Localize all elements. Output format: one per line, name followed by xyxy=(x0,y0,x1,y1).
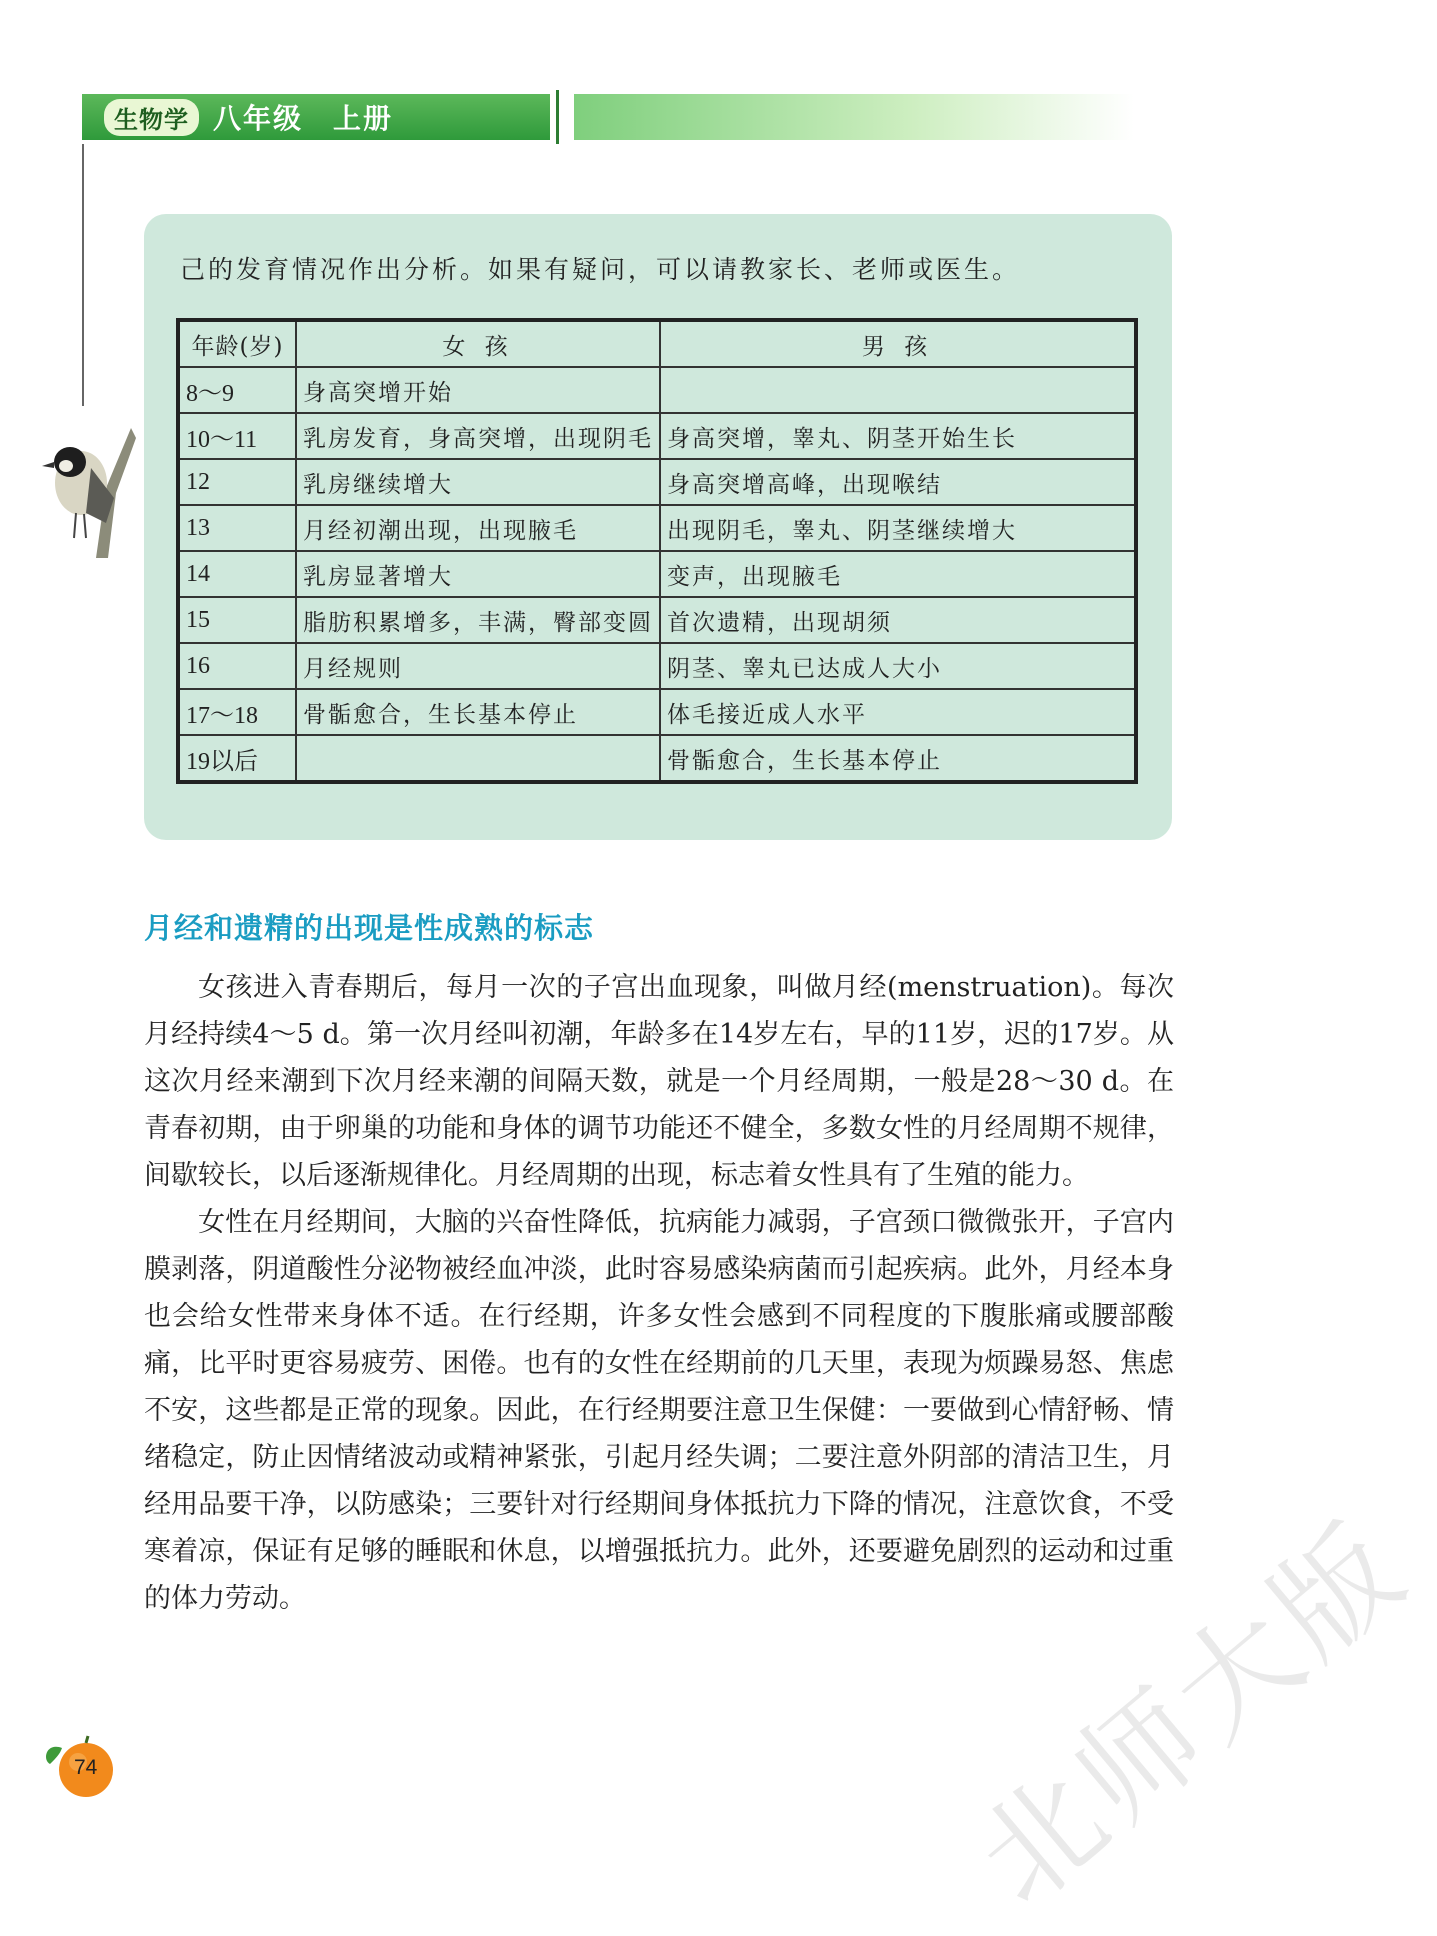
cell-girl: 脂肪积累增多，丰满，臀部变圆 xyxy=(296,597,660,643)
cell-boy: 出现阴毛，睾丸、阴茎继续增大 xyxy=(660,505,1136,551)
header-girl: 女 孩 xyxy=(296,320,660,367)
cell-boy: 骨骺愈合，生长基本停止 xyxy=(660,735,1136,782)
table-row xyxy=(178,505,1136,551)
cell-boy xyxy=(660,367,1136,413)
cell-boy: 首次遗精，出现胡须 xyxy=(660,597,1136,643)
cell-age: 15 xyxy=(178,597,296,643)
page-number: 74 xyxy=(74,1756,98,1779)
cell-girl: 月经初潮出现，出现腋毛 xyxy=(296,505,660,551)
table-header-row xyxy=(178,320,1136,367)
section-title: 月经和遗精的出现是性成熟的标志 xyxy=(144,911,595,945)
cell-girl: 乳房显著增大 xyxy=(296,551,660,597)
cell-age: 10～11 xyxy=(178,413,296,459)
development-table xyxy=(176,318,1138,784)
subject-label: 生物学 xyxy=(104,99,199,136)
cell-boy: 阴茎、睾丸已达成人大小 xyxy=(660,643,1136,689)
section-body xyxy=(144,964,1174,1622)
cell-boy: 体毛接近成人水平 xyxy=(660,689,1136,735)
cell-boy: 身高突增，睾丸、阴茎开始生长 xyxy=(660,413,1136,459)
header-boy: 男 孩 xyxy=(660,320,1136,367)
header-age: 年龄(岁) xyxy=(178,320,296,367)
cell-age: 13 xyxy=(178,505,296,551)
cell-boy: 身高突增高峰，出现喉结 xyxy=(660,459,1136,505)
margin-rule xyxy=(82,144,84,406)
cell-girl: 乳房发育，身高突增，出现阴毛 xyxy=(296,413,660,459)
cell-age: 19以后 xyxy=(178,735,296,782)
table-row xyxy=(178,367,1136,413)
table-row xyxy=(178,413,1136,459)
publisher-watermark: 北师大版 xyxy=(951,1496,1434,1932)
cell-girl: 身高突增开始 xyxy=(296,367,660,413)
table-row xyxy=(178,735,1136,782)
cell-age: 12 xyxy=(178,459,296,505)
cell-age: 14 xyxy=(178,551,296,597)
table-row xyxy=(178,689,1136,735)
paragraph: 女性在月经期间，大脑的兴奋性降低，抗病能力减弱，子宫颈口微微张开，子宫内膜剥落，阴道酸性分泌物被经血冲淡，此时容易感染病菌而引起疾病。此外，月经本身也会给女性带来身体不适。在行经期，许多女性会感到不同程度的下腹胀痛或腰部酸痛，比平时更容易疲劳、困倦。也有的女性在经期前的几天里，表现为烦躁易怒、焦虑不安，这些都是正常的现象。因此，在行经期要注意卫生保健：一要做到心情舒畅、情绪稳定，防止因情绪波动或精神紧张，引起月经失调；二要注意外阴部的清洁卫生，月经用品要干净，以防感染；三要针对行经期间身体抵抗力下降的情况，注意饮食，不受寒着凉，保证有足够的睡眠和休息，以增强抵抗力。此外，还要避免剧烈的运动和过重的体力劳动。 xyxy=(144,1207,1174,1614)
table-row xyxy=(178,459,1136,505)
header-divider xyxy=(556,90,559,144)
table-row xyxy=(178,643,1136,689)
paragraph: 女孩进入青春期后，每月一次的子宫出血现象，叫做月经(menstruation)。每次月经持续4～5 d。第一次月经叫初潮，年龄多在14岁左右，早的11岁，迟的17岁。从这次月经来潮到下次月经来潮的间隔天数，就是一个月经周期，一般是28～30 d。在青春初期，由于卵巢的功能和身体的调节功能还不健全，多数女性的月经周期不规律，间歇较长，以后逐渐规律化。月经周期的出现，标志着女性具有了生殖的能力。 xyxy=(144,972,1174,1191)
cell-girl: 骨骺愈合，生长基本停止 xyxy=(296,689,660,735)
cell-age: 16 xyxy=(178,643,296,689)
cell-age: 17～18 xyxy=(178,689,296,735)
cell-age: 8～9 xyxy=(178,367,296,413)
cell-boy: 变声，出现腋毛 xyxy=(660,551,1136,597)
table-row xyxy=(178,551,1136,597)
header-gradient-bar xyxy=(574,94,1134,140)
table-row xyxy=(178,597,1136,643)
cell-girl xyxy=(296,735,660,782)
bird-illustration xyxy=(36,428,136,558)
panel-intro-text: 己的发育情况作出分析。如果有疑问，可以请教家长、老师或医生。 xyxy=(180,255,1021,284)
cell-girl: 月经规则 xyxy=(296,643,660,689)
header-bar xyxy=(82,94,550,140)
grade-label: 八年级 上册 xyxy=(213,102,394,135)
cell-girl: 乳房继续增大 xyxy=(296,459,660,505)
